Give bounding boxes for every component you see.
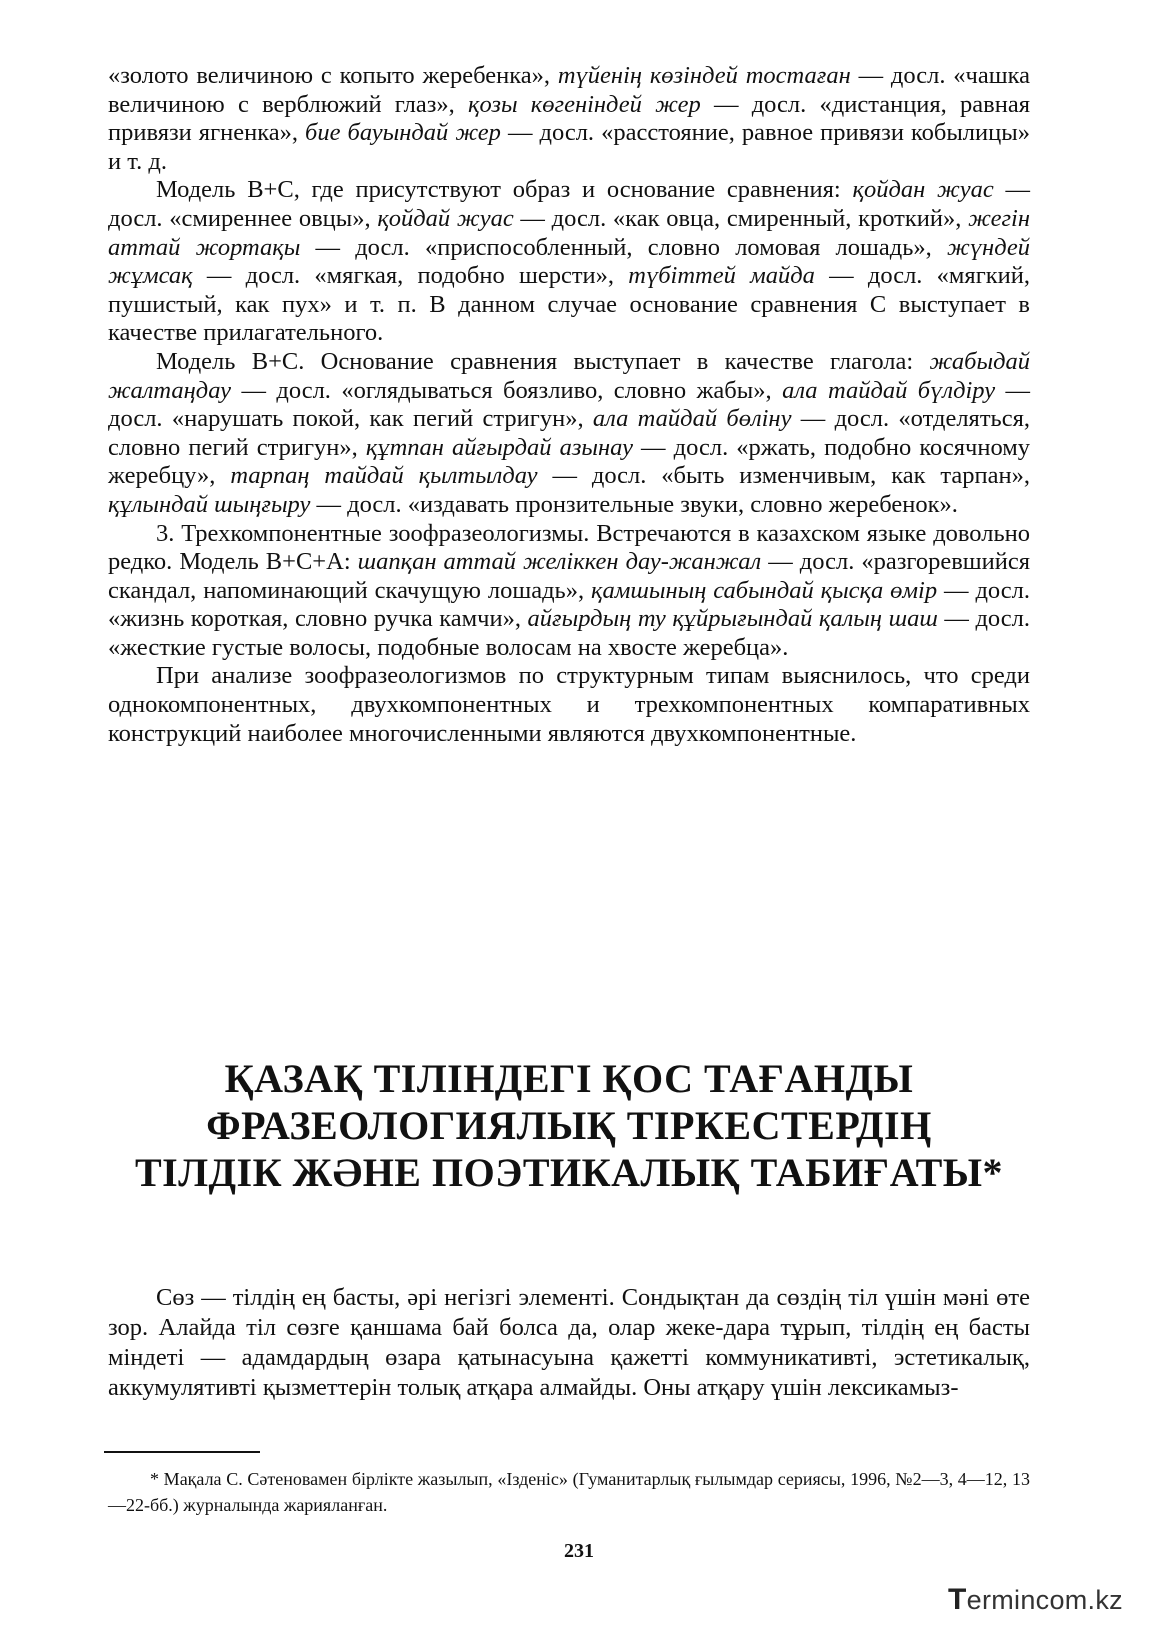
text-run: — досл. «ржать, подобно косячному жеребцу», xyxy=(108,433,1030,490)
text-run: Модель В+С, где присутствуют образ и основание сравнения: xyxy=(156,176,853,204)
kazakh-phrase: айғырдың ту құйрығындай қалың шаш xyxy=(527,605,938,633)
body-paragraph xyxy=(108,176,1030,348)
kazakh-phrase: тарпаң тайдай қылтылдау xyxy=(230,462,538,490)
text-run: — досл. «приспособленный, словно ломовая лошадь», xyxy=(300,233,947,261)
body-paragraph xyxy=(108,662,1030,748)
kazakh-phrase: қозы көгеніндей жер xyxy=(468,90,701,118)
kazakh-phrase: түйенің көзіндей тостаған xyxy=(557,62,851,89)
text-run: — досл. «жизнь короткая, словно ручка камчи», xyxy=(108,576,1030,633)
kazakh-phrase: құтпан айғырдай азынау xyxy=(365,433,633,461)
kazakh-phrase: жүндей жұмсақ xyxy=(108,233,1031,290)
text-run: — досл. «отделяться, словно пегий стригун», xyxy=(108,405,1030,461)
text-run: — досл. «разгоревшийся скандал, напоминающий скачущую лошадь», xyxy=(108,548,1031,604)
kazakh-phrase: құлындай шыңғыру xyxy=(108,490,311,518)
watermark-letter: T xyxy=(948,1583,967,1616)
text-run: — досл. «издавать пронзительные звуки, словно жеребенок». xyxy=(310,490,958,518)
article-body xyxy=(108,1283,1030,1403)
body-paragraph xyxy=(108,348,1030,520)
kazakh-phrase: түбіттей майда xyxy=(628,262,815,290)
text-run: — досл. «мягкая, подобно шерсти», xyxy=(192,262,629,290)
text-run: 3. Трехкомпонентные зоофразеологизмы. Встречаются в казахском языке довольно редко. Модель В+С+А: xyxy=(108,519,1030,576)
kazakh-phrase: қойдай жуас xyxy=(377,204,514,232)
text-run: — досл. «дистанция, равная привязи ягненка», xyxy=(108,90,1030,147)
kazakh-phrase: ала тайдай бүлдіру xyxy=(782,376,996,404)
kazakh-phrase: қамшының сабындай қысқа өмір xyxy=(591,576,938,604)
text-run: — досл. «быть изменчивым, как тарпан», xyxy=(537,462,1031,490)
text-run: — досл. «нарушать покой, как пегий стригун», xyxy=(108,376,1031,433)
text-run: При анализе зоофразеологизмов по структурным типам выяснилось, что среди однокомпонентных, двухкомпонентных и трехкомпонентных компаративных конструкций наиболее многочисленными являются двухкомпонентные. xyxy=(108,662,1030,747)
text-run: — досл. «жесткие густые волосы, подобные волосам на хвосте жеребца». xyxy=(108,605,1031,661)
heading-line-2: ФРАЗЕОЛОГИЯЛЫҚ ТІРКЕСТЕРДІҢ xyxy=(206,1103,932,1148)
kazakh-phrase: жабыдай жалтаңдау xyxy=(108,347,1030,404)
footnote-rule xyxy=(104,1451,260,1453)
watermark-logo xyxy=(948,1583,1148,1623)
text-run: — досл. «чашка величиною с верблюжий глаз», xyxy=(108,62,1030,118)
text-run: — досл. «смиреннее овцы», xyxy=(108,176,1031,232)
watermark-text: ermincom.kz xyxy=(966,1585,1123,1615)
footnote-text: * Мақала С. Сәтеновамен бірлікте жазылып, «Ізденіс» (Гуманитарлық ғылымдар сериясы, 1996, №2—3, 4—12, 13—22-бб.) журналында жарияланған. xyxy=(108,1469,1030,1515)
heading-line-3: ТІЛДІК ЖӘНЕ ПОЭТИКАЛЫҚ ТАБИҒАТЫ* xyxy=(134,1150,1004,1195)
kazakh-phrase: жегін аттай жортақы xyxy=(108,204,1030,261)
body-paragraph xyxy=(108,62,1030,176)
article-heading xyxy=(108,1055,1030,1196)
body-paragraph xyxy=(108,520,1030,663)
kazakh-phrase: шапқан аттай желіккен дау-жанжал xyxy=(357,548,762,576)
body-text xyxy=(108,62,1030,748)
text-run: Модель В+С. Основание сравнения выступает в качестве глагола: xyxy=(156,347,930,375)
page-number: 231 xyxy=(564,1540,594,1562)
article-paragraph: Сөз — тілдің ең басты, әрі негізгі элементі. Сондықтан да сөздің тіл үшін мәні өте зор. Алайда тіл сөзге қаншама бай болса да, олар жеке-дара тұрып, тілдің ең басты міндеті — адамдардың өзара қатынасуына қажетті коммуникативті, эстетикалық, аккумулятивті қызметтерін толық атқара алмайды. Оны атқару үшін лексикамыз- xyxy=(108,1284,1030,1401)
text-run: — досл. «расстояние, равное привязи кобылицы» и т. д. xyxy=(108,119,1030,175)
heading-line-1: ҚАЗАҚ ТІЛІНДЕГІ ҚОС ТАҒАНДЫ xyxy=(224,1056,914,1101)
kazakh-phrase: қойдан жуас xyxy=(852,176,994,204)
kazakh-phrase: бие бауындай жер xyxy=(305,119,501,147)
text-run: — досл. «оглядываться боязливо, словно жабы», xyxy=(231,376,783,404)
text-run: «золото величиною с копыто жеребенка», xyxy=(108,62,558,89)
text-run: — досл. «как овца, смиренный, кроткий», xyxy=(513,204,969,232)
footnote xyxy=(108,1466,1030,1518)
text-run: — досл. «мягкий, пушистый, как пух» и т. п. В данном случае основание сравнения С выступает в качестве прилагательного. xyxy=(108,262,1030,347)
kazakh-phrase: ала тайдай бөліну xyxy=(592,405,792,433)
